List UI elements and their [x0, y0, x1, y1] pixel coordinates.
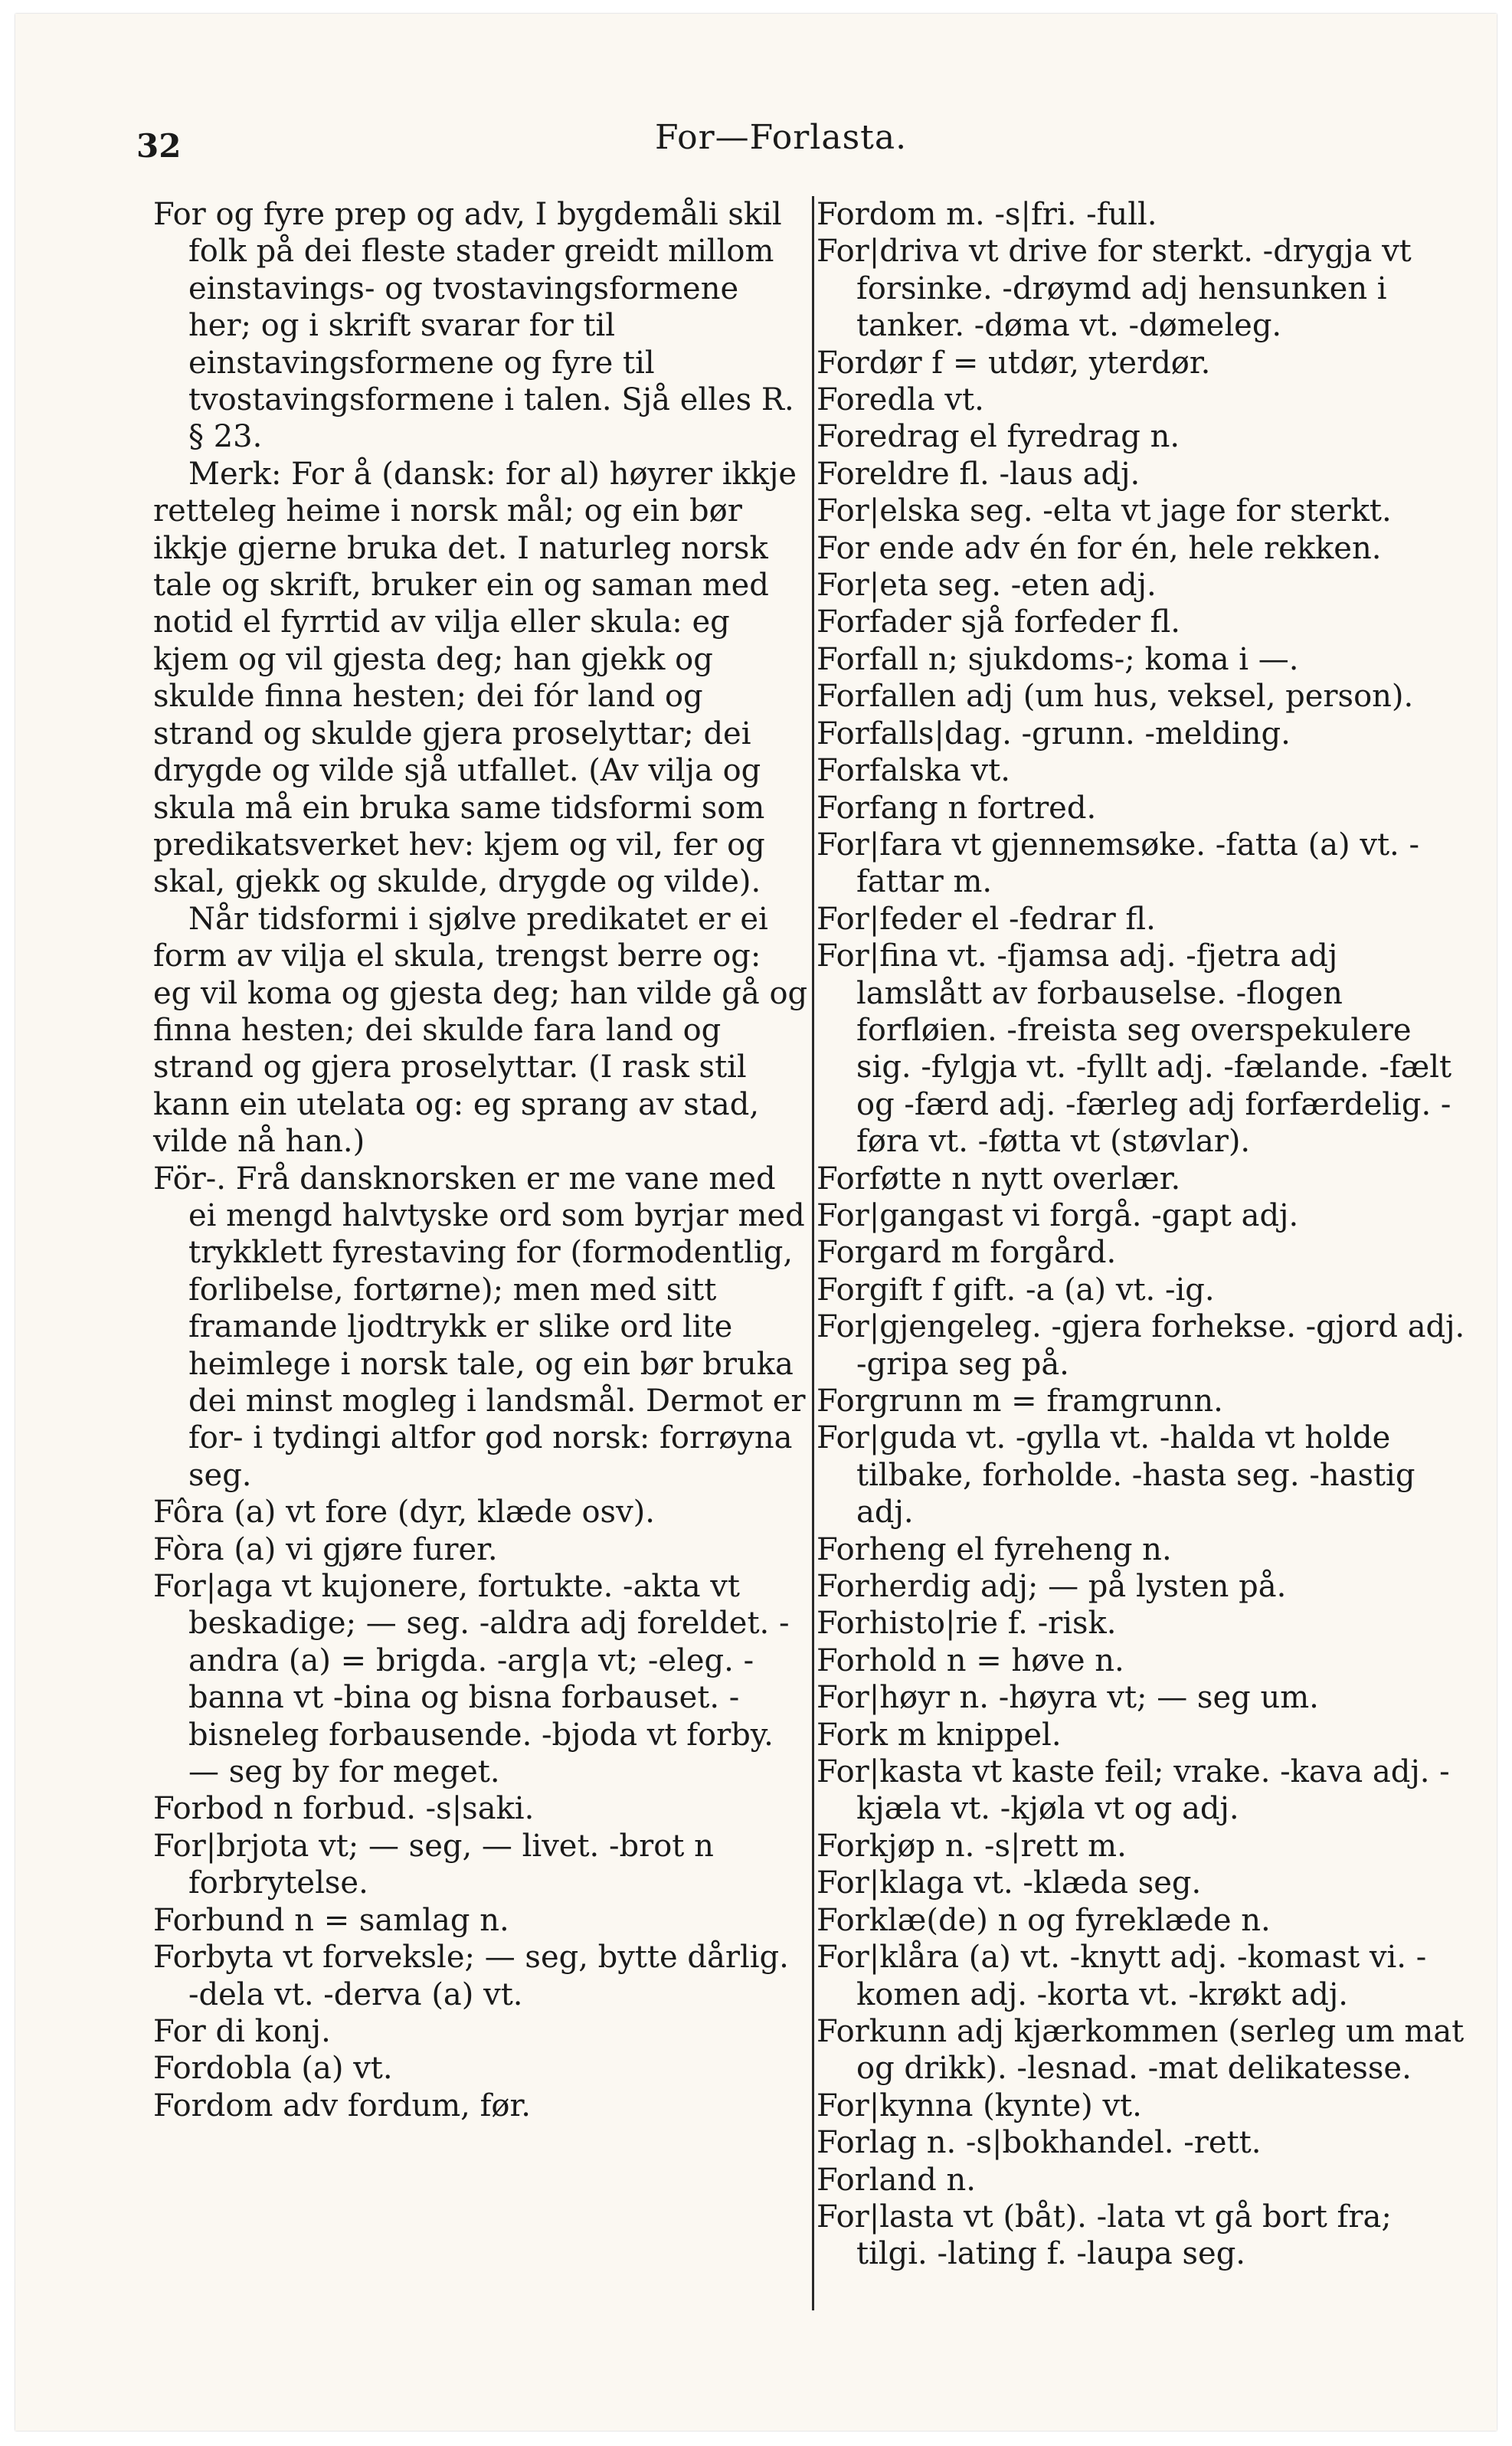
right-column-entry: Foredrag el fyredrag n.	[817, 419, 1180, 455]
right-column-entry: For|lasta vt (båt). -lata vt gå bort fra; tilgi. -lating f. -laupa seg.	[817, 2199, 1392, 2272]
right-column-entry: For|gjengeleg. -gjera forhekse. -gjord adj. -gripa seg på.	[817, 1309, 1465, 1382]
right-column-entry: Fordom m. -s|fri. -full.	[817, 197, 1157, 232]
right-column-entry: For|eta seg. -eten adj.	[817, 568, 1157, 604]
right-column-entry: Forfader sjå forfeder fl.	[817, 604, 1181, 640]
right-column-entry: Forland n.	[817, 2162, 976, 2198]
left-column-entry: For og fyre prep og adv, I bygdemåli skil folk på dei fleste stader greidt millom einstavings- og tvostavingsformene her; og i skrift svarar for til einstavingsformene og fyre til tvostavingsformene i talen. Sjå elles R. § 23.	[153, 197, 794, 455]
right-column-entry: Forfalska vt.	[817, 753, 1010, 789]
left-column-entry: For|brjota vt; — seg, — livet. -brot n forbrytelse.	[153, 1828, 714, 1901]
right-column-entry: For|fina vt. -fjamsa adj. -fjetra adj lamslått av forbauselse. -flogen forfløien. -freista seg overspekulere sig. -fylgja vt. -fyllt adj. -fælande. -fælt og -færd adj. -færleg adj forfærdelig. -føra vt. -føtta vt (støvlar).	[817, 938, 1452, 1160]
running-head: For—Forlasta.	[655, 118, 908, 157]
right-column-entry: Forherdig adj; — på lysten på.	[817, 1569, 1287, 1605]
left-column	[153, 196, 808, 2124]
right-column-entry: Forhold n = høve n.	[817, 1642, 1124, 1678]
right-column-entry: For|kasta vt kaste feil; vrake. -kava adj. -kjæla vt. -kjøla vt og adj.	[817, 1754, 1450, 1827]
left-column-entry: Fôra (a) vt fore (dyr, klæde osv).	[153, 1495, 655, 1531]
right-column-entry: Forfalls|dag. -grunn. -melding.	[817, 715, 1291, 751]
right-column-entry: Forfang n fortred.	[817, 790, 1097, 826]
left-column-entry: Forbyta vt forveksle; — seg, bytte dårlig. -dela vt. -derva (a) vt.	[153, 1940, 789, 2012]
left-column-entry: For di konj.	[153, 2013, 331, 2049]
left-column-entry: Fordobla (a) vt.	[153, 2051, 393, 2087]
left-column-entry: Fordom adv fordum, før.	[153, 2087, 531, 2123]
left-column-entry: Når tidsformi i sjølve predikatet er ei form av vilja el skula, trengst berre og: eg vil koma og gjesta deg; han vilde gå og finna hesten; dei skulde fara land og strand og gjera proselyttar. (I rask stil kann ein utelata og: eg sprang av stad, vilde nå han.)	[153, 901, 808, 1160]
right-column-entry: Forlag n. -s|bokhandel. -rett.	[817, 2125, 1262, 2161]
left-column-entry: Forbod n forbud. -s|saki.	[153, 1791, 535, 1827]
right-column-entry: For|driva vt drive for sterkt. -drygja vt forsinke. -drøymd adj hensunken i tanker. -døma vt. -dømeleg.	[817, 234, 1412, 344]
column-divider	[812, 196, 814, 2310]
right-column-entry: Foreldre fl. -laus adj.	[817, 456, 1141, 492]
right-column-entry: Forgard m forgård.	[817, 1235, 1117, 1271]
left-column-entry: Merk: For å (dansk: for al) høyrer ikkje retteleg heime i norsk mål; og ein bør ikkje gjerne bruka det. I naturleg norsk tale og skrift, bruker ein og saman med notid el fyrrtid av vilja eller skula: eg kjem og vil gjesta deg; han gjekk og skulde finna hesten; dei fór land og strand og skulde gjera proselyttar; dei drygde og vilde sjå utfallet. (Av vilja og skula må ein bruka same tidsformi som predikatsverket hev: kjem og vil, fer og skal, gjekk og skulde, drygde og vilde).	[153, 456, 797, 900]
right-column-entry: For|fara vt gjennemsøke. -fatta (a) vt. -fattar m.	[817, 827, 1419, 900]
right-column-entry: Fork m knippel.	[817, 1717, 1062, 1753]
page-number: 32	[136, 127, 182, 165]
right-column-entry: Fordør f = utdør, yterdør.	[817, 345, 1211, 381]
right-column-entry: Forkjøp n. -s|rett m.	[817, 1828, 1127, 1864]
left-column-entry: Forbund n = samlag n.	[153, 1902, 509, 1938]
left-column-entry: För-. Frå dansknorsken er me vane med ei mengd halvtyske ord som byrjar med trykklett fyrestaving for (formodentlig, forlibelse, fortørne); men med sitt framande ljodtrykk er slike ord lite heimlege i norsk tale, og ein bør bruka dei minst mogleg i landsmål. Dermot er for- i tydingi altfor god norsk: forrøyna seg.	[153, 1161, 806, 1493]
right-column-entry: For|høyr n. -høyra vt; — seg um.	[817, 1680, 1319, 1716]
right-column	[817, 196, 1471, 2273]
right-column-entry: Forfallen adj (um hus, veksel, person).	[817, 679, 1414, 715]
right-column-entry: For|gangast vi forgå. -gapt adj.	[817, 1197, 1299, 1233]
right-column-entry: Forhisto|rie f. -risk.	[817, 1606, 1117, 1642]
right-column-entry: For|elska seg. -elta vt jage for sterkt.	[817, 493, 1392, 529]
right-column-entry: Forklæ(de) n og fyreklæde n.	[817, 1902, 1271, 1938]
right-column-entry: Forgift f gift. -a (a) vt. -ig.	[817, 1272, 1215, 1308]
right-column-entry: For|feder el -fedrar fl.	[817, 901, 1156, 937]
right-column-entry: Forgrunn m = framgrunn.	[817, 1383, 1223, 1419]
dictionary-page	[15, 14, 1497, 2431]
right-column-entry: For ende adv én for én, hele rekken.	[817, 530, 1382, 566]
right-column-entry: For|klåra (a) vt. -knytt adj. -komast vi. -komen adj. -korta vt. -krøkt adj.	[817, 1940, 1427, 2012]
left-column-entry: For|aga vt kujonere, fortukte. -akta vt beskadige; — seg. -aldra adj foreldet. -andra (a) = brigda. -arg|a vt; -eleg. -banna vt -bina og bisna forbauset. -bisneleg forbausende. -bjoda vt forby. — seg by for meget.	[153, 1569, 790, 1790]
right-column-entry: For|kynna (kynte) vt.	[817, 2087, 1142, 2123]
right-column-entry: For|klaga vt. -klæda seg.	[817, 1865, 1202, 1901]
right-column-entry: For|guda vt. -gylla vt. -halda vt holde tilbake, forholde. -hasta seg. -hastig adj.	[817, 1420, 1415, 1531]
right-column-entry: Foredla vt.	[817, 382, 984, 418]
right-column-entry: Forføtte n nytt overlær.	[817, 1161, 1181, 1197]
right-column-entry: Forheng el fyreheng n.	[817, 1531, 1172, 1567]
right-column-entry: Forfall n; sjukdoms-; koma i —.	[817, 641, 1299, 677]
left-column-entry: Fòra (a) vi gjøre furer.	[153, 1531, 498, 1567]
right-column-entry: Forkunn adj kjærkommen (serleg um mat og drikk). -lesnad. -mat delikatesse.	[817, 2013, 1465, 2087]
